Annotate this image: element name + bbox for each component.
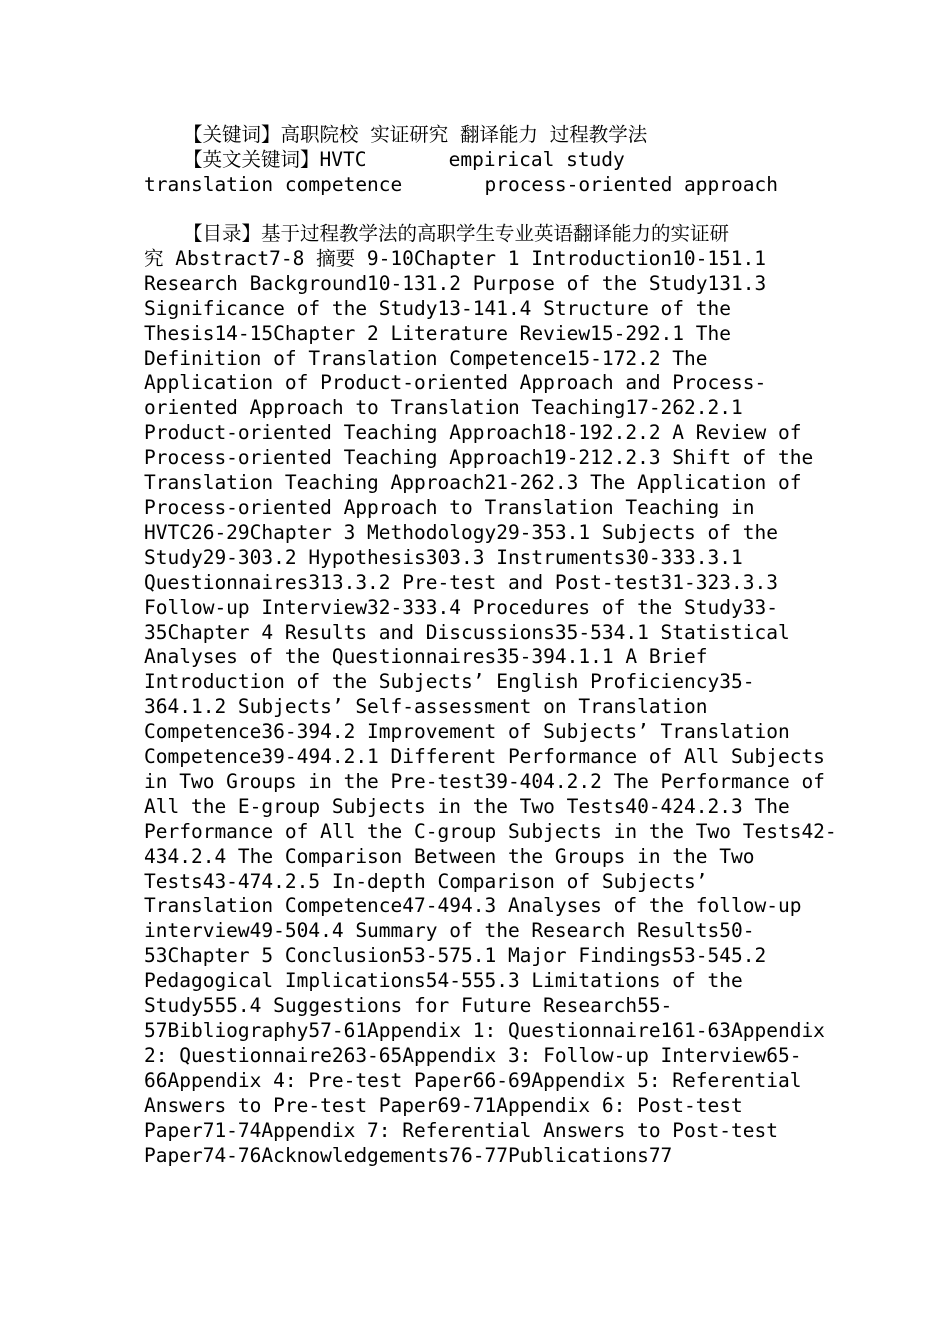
toc-line: interview49-504.4 Summary of the Research Results50- — [144, 919, 755, 943]
keywords-label: 【关键词】 — [183, 123, 281, 146]
toc-line: Pedagogical Implications54-555.3 Limitations of the — [144, 969, 743, 993]
toc-line: Product-oriented Teaching Approach18-192.2.2 A Review of — [144, 421, 802, 445]
toc-line: 35Chapter 4 Results and Discussions35-534.1 Statistical — [144, 620, 790, 644]
toc-line: 究 Abstract7-8 摘要 9-10Chapter 1 Introduction10-151.1 — [144, 246, 767, 270]
toc-line: Process-oriented Teaching Approach19-212.2.3 Shift of the — [144, 446, 814, 470]
toc-line: Study29-303.2 Hypothesis303.3 Instruments30-333.3.1 — [144, 545, 743, 569]
toc-line: Translation Competence47-494.3 Analyses of the follow-up — [144, 894, 802, 918]
toc-line: Answers to Pre-test Paper69-71Appendix 6: Post-test — [144, 1093, 743, 1117]
toc-line: Significance of the Study13-141.4 Structure of the — [144, 296, 731, 320]
english-keyword-1: HVTC — [319, 148, 367, 171]
toc-line: 57Bibliography57-61Appendix 1: Questionnaire161-63Appendix — [144, 1019, 825, 1042]
toc-line: 434.2.4 The Comparison Between the Groups in the Two — [144, 844, 755, 868]
toc-line: Tests43-474.2.5 In-depth Comparison of Subjects’ — [144, 869, 708, 893]
toc-line: 53Chapter 5 Conclusion53-575.1 Major Findings53-545.2 — [144, 944, 767, 968]
toc-line: Study555.4 Suggestions for Future Research55- — [144, 994, 673, 1018]
english-keywords-line-2 — [144, 172, 812, 197]
english-keywords-line — [144, 147, 812, 172]
toc-line: Thesis14-15Chapter 2 Literature Review15-292.1 The — [144, 321, 731, 345]
toc-line: Definition of Translation Competence15-172.2 The — [144, 346, 708, 370]
paragraph-gap — [144, 197, 812, 222]
toc-line: Application of Product-oriented Approach and Process- — [144, 371, 767, 395]
toc-line: Competence36-394.2 Improvement of Subjects’ Translation — [144, 720, 790, 744]
toc-line: Performance of All the C-group Subjects in the Two Tests42- — [144, 819, 837, 843]
toc-line: Competence39-494.2.1 Different Performance of All Subjects — [144, 745, 825, 769]
toc-line: Questionnaires313.3.2 Pre-test and Post-test31-323.3.3 — [144, 570, 778, 594]
toc-line: All the E-group Subjects in the Two Tests40-424.2.3 The — [144, 794, 790, 818]
table-of-contents — [144, 222, 837, 1168]
toc-line: oriented Approach to Translation Teaching17-262.2.1 — [144, 396, 743, 420]
toc-line: Introduction of the Subjects’ English Proficiency35- — [144, 670, 755, 694]
toc-line: Paper74-76Acknowledgements76-77Publications77 — [144, 1143, 673, 1167]
toc-line: 364.1.2 Subjects’ Self-assessment on Translation — [144, 695, 708, 719]
english-keyword-4: process-oriented approach — [484, 173, 778, 196]
english-keywords-label: 【英文关键词】 — [183, 148, 320, 171]
toc-line: Translation Teaching Approach21-262.3 The Application of — [144, 471, 802, 495]
contents-label: 【目录】 — [183, 222, 262, 245]
toc-line — [144, 222, 812, 247]
toc-line: Analyses of the Questionnaires35-394.1.1 A Brief — [144, 645, 708, 669]
toc-line: HVTC26-29Chapter 3 Methodology29-353.1 Subjects of the — [144, 520, 778, 544]
keywords-line — [144, 122, 812, 147]
toc-line: Follow-up Interview32-333.4 Procedures of the Study33- — [144, 595, 778, 619]
toc-line: 2: Questionnaire263-65Appendix 3: Follow-up Interview65- — [144, 1043, 802, 1067]
english-keyword-2: empirical study — [448, 148, 625, 171]
toc-line: Research Background10-131.2 Purpose of the Study131.3 — [144, 271, 767, 295]
keywords-text: 高职院校 实证研究 翻译能力 过程教学法 — [280, 123, 648, 146]
document-page — [144, 122, 837, 1168]
toc-line: in Two Groups in the Pre-test39-404.2.2 The Performance of — [144, 769, 825, 793]
toc-line: 66Appendix 4: Pre-test Paper66-69Appendix 5: Referential — [144, 1068, 802, 1092]
toc-text: 基于过程教学法的高职学生专业英语翻译能力的实证研 — [261, 222, 730, 245]
toc-line: Process-oriented Approach to Translation Teaching in — [144, 495, 755, 519]
english-keyword-3: translation competence — [144, 173, 403, 196]
toc-line: Paper71-74Appendix 7: Referential Answers to Post-test — [144, 1118, 778, 1142]
